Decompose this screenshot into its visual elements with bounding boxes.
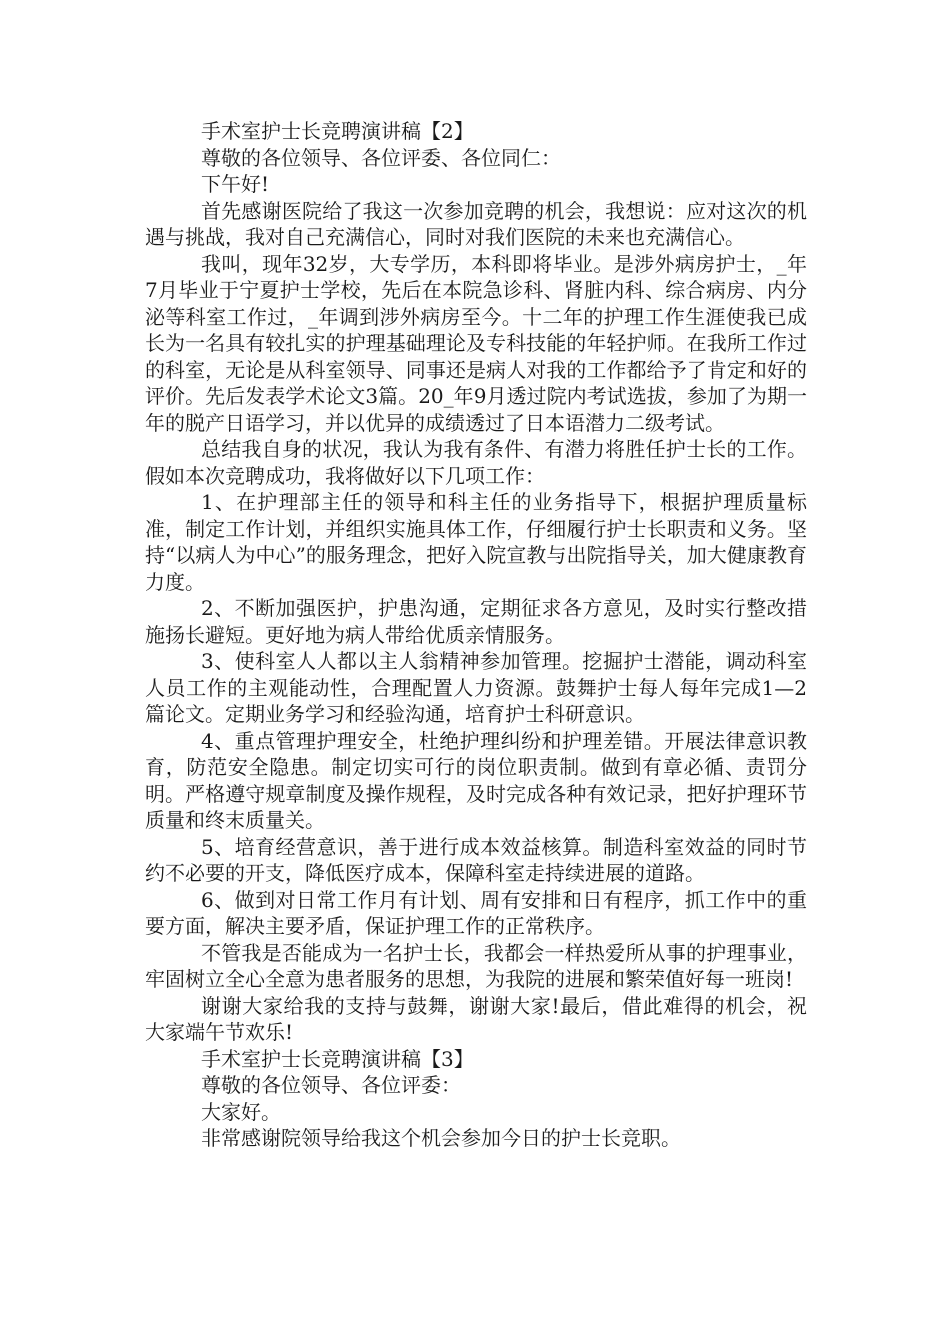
list-item: 3、使科室人人都以主人翁精神参加管理。挖掘护士潜能，调动科室人员工作的主观能动性，合理配置人力资源。鼓舞护士每人每年完成1—2篇论文。定期业务学习和经验沟通，培育护士科研意识。	[145, 649, 807, 726]
paragraph: 谢谢大家给我的支持与鼓舞，谢谢大家!最后，借此难得的机会，祝大家端午节欢乐!	[145, 993, 807, 1044]
salutation: 尊敬的各位领导、各位评委：	[201, 1073, 461, 1097]
salutation: 尊敬的各位领导、各位评委、各位同仁：	[201, 145, 561, 170]
list-item: 2、不断加强医护，护患沟通，定期征求各方意见，及时实行整改措施扬长避短。更好地为病人带给优质亲情服务。	[145, 596, 807, 647]
document-body	[145, 118, 807, 1152]
list-item: 6、做到对日常工作月有计划、周有安排和日有程序，抓工作中的重要方面，解决主要矛盾，保证护理工作的正常秩序。	[145, 887, 807, 938]
greeting: 下午好!	[201, 172, 270, 196]
paragraph: 我叫，现年32岁，大专学历，本科即将毕业。是涉外病房护士，_年7月毕业于宁夏护士学校，先后在本院急诊科、肾脏内科、综合病房、内分泌等科室工作过，_年调到涉外病房至今。十二年的护理工作生涯使我已成长为一名具有较扎实的护理基础理论及专科技能的年轻护师。在我所工作过的科室，无论是从科室领导、同事还是病人对我的工作都给予了肯定和好的评价。先后发表学术论文3篇。20_年9月透过院内考试选拔，参加了为期一年的脱产日语学习，并以优异的成绩透过了日本语潜力二级考试。	[145, 251, 807, 435]
paragraph: 首先感谢医院给了我这一次参加竞聘的机会，我想说：应对这次的机遇与挑战，我对自己充满信心，同时对我们医院的未来也充满信心。	[145, 198, 807, 249]
list-item: 4、重点管理护理安全，杜绝护理纠纷和护理差错。开展法律意识教育，防范安全隐患。制定切实可行的岗位职责制。做到有章必循、责罚分明。严格遵守规章制度及操作规程，及时完成各种有效记录，把好护理环节质量和终末质量关。	[145, 728, 807, 832]
list-item: 5、培育经营意识，善于进行成本效益核算。制造科室效益的同时节约不必要的开支，降低医疗成本，保障科室走持续进展的道路。	[145, 834, 807, 885]
paragraph: 总结我自身的状况，我认为我有条件、有潜力将胜任护士长的工作。假如本次竞聘成功，我将做好以下几项工作：	[145, 437, 807, 488]
section-title: 手术室护士长竞聘演讲稿【2】	[201, 119, 474, 143]
paragraph: 非常感谢院领导给我这个机会参加今日的护士长竞职。	[201, 1126, 681, 1150]
list-item: 1、在护理部主任的领导和科主任的业务指导下，根据护理质量标准，制定工作计划，并组织实施具体工作，仔细履行护士长职责和义务。坚持“以病人为中心”的服务理念，把好入院宣教与出院指导关，加大健康教育力度。	[145, 490, 807, 594]
section-title: 手术室护士长竞聘演讲稿【3】	[201, 1046, 474, 1071]
paragraph: 不管我是否能成为一名护士长，我都会一样热爱所从事的护理事业，牢固树立全心全意为患者服务的思想，为我院的进展和繁荣值好每一班岗!	[145, 940, 807, 991]
greeting: 大家好。	[201, 1099, 281, 1124]
